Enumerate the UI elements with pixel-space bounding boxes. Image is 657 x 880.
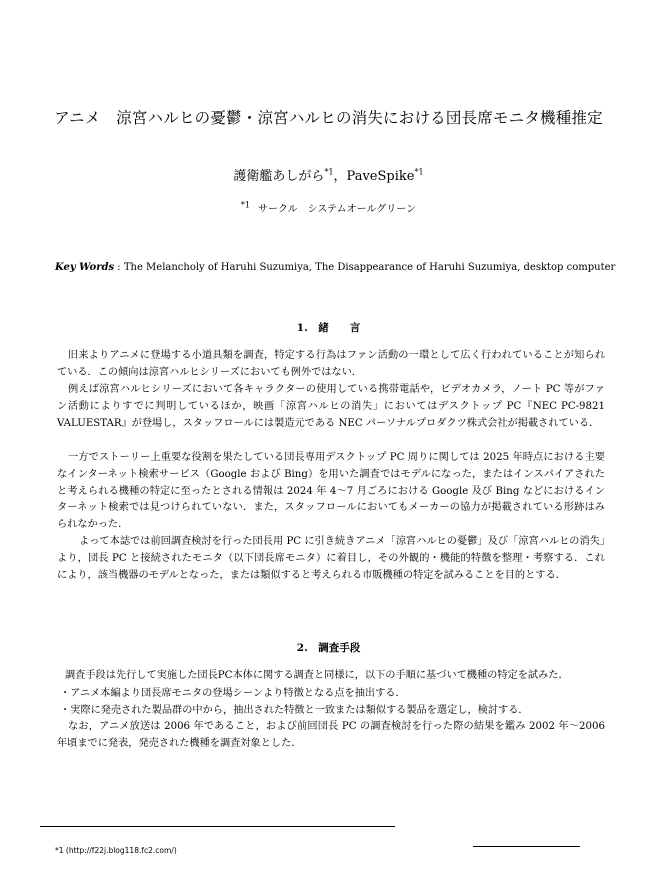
section-1-paragraph-4: よって本誌では前回調査検討を行った団長用 PC に引き続きアニメ「涼宮ハルヒの憂鬱」及び「涼宮ハルヒの消失」より，団長 PC と接続されたモニタ（以下団長席モニタ）に着目し，その外観的・機能的特徴を整理・考察する．これにより，該当機器のモデルとなった，または類似すると考えられる市販機種の特定を試みることを目的とする． (57, 536, 605, 581)
author-separator: ， (333, 169, 347, 184)
affiliation-line (0, 200, 657, 215)
section-1-paragraph-1: 旧来よりアニメに登場する小道具類を調査，特定する行為はファン活動の一環として広く行われていることが知られている．この傾向は涼宮ハルヒシリーズにおいても例外ではない． (57, 350, 605, 378)
page-corner-line (473, 846, 580, 847)
footnote-rule (40, 826, 395, 827)
keywords-line (55, 262, 615, 273)
section-1-paragraph-3: 一方でストーリー上重要な役割を果たしている団長専用デスクトップ PC 周りに関しては 2025 年時点における主要なインターネット検索サービス（Google および Bing）を用いた調査ではモデルになった，またはインスパイアされたと考えられる機種の特定に至ったとされる情報は 2024 年 4～7 月ごろにおける Google 及び Bing などにおけるインターネット検索では見つけられていない．また，スタッフロールにおいてもメーカーの協力が掲載されている形跡はみられなかった． (57, 452, 605, 531)
section-1-heading: 1. 緒 言 (296, 322, 361, 334)
section-2-bullet-2: ・実際に発売された製品群の中から，抽出された特徴と一致または類似する製品を選定し，検討する． (60, 705, 529, 716)
affiliation-name: サークル システムオールグリーン (257, 204, 417, 215)
footnote: *1 (http://f22j.blog118.fc2.com/) (55, 846, 177, 855)
author-name-2: PaveSpike (346, 169, 415, 184)
author-line (0, 165, 657, 184)
affiliation-mark: *1 (240, 200, 250, 210)
section-2-bullet-1: ・アニメ本編より団長席モニタの登場シーンより特徴となる点を抽出する． (60, 688, 406, 699)
author-affiliation-mark-2: *1 (414, 167, 424, 177)
section-2-paragraph-1: 調査手段は先行して実施した団長PC本体に関する調査と同様に，以下の手順に基づいて機種の特定を試みた． (65, 670, 569, 681)
keywords-label: Key Words (55, 262, 115, 273)
author-affiliation-mark-1: *1 (324, 167, 334, 177)
section-1-paragraph-2: 例えば涼宮ハルヒシリーズにおいて各キャラクターの使用している携帯電話や，ビデオカメラ，ノート PC 等がファン活動によりすでに判明しているほか，映画「涼宮ハルヒの消失」においてはデスクトップ PC『NEC PC-9821 VALUESTAR』が登場し，スタッフロールには製造元である NEC パーソナルプロダクツ株式会社が掲載されている． (57, 384, 605, 429)
paper-title: アニメ 涼宮ハルヒの憂鬱・涼宮ハルヒの消失における団長席モニタ機種推定 (54, 109, 603, 127)
author-name-1: 護衛艦あしがら (233, 169, 325, 184)
section-2-paragraph-2: なお，アニメ放送は 2006 年であること，および前回団長 PC の調査検討を行った際の結果を鑑み 2002 年～2006 年頃までに発表，発売された機種を調査対象とした． (57, 721, 605, 749)
keywords-text: : The Melancholy of Haruhi Suzumiya, The Disappearance of Haruhi Suzumiya, desktop computer (114, 262, 616, 273)
section-2-heading: 2. 調査手段 (296, 642, 361, 654)
